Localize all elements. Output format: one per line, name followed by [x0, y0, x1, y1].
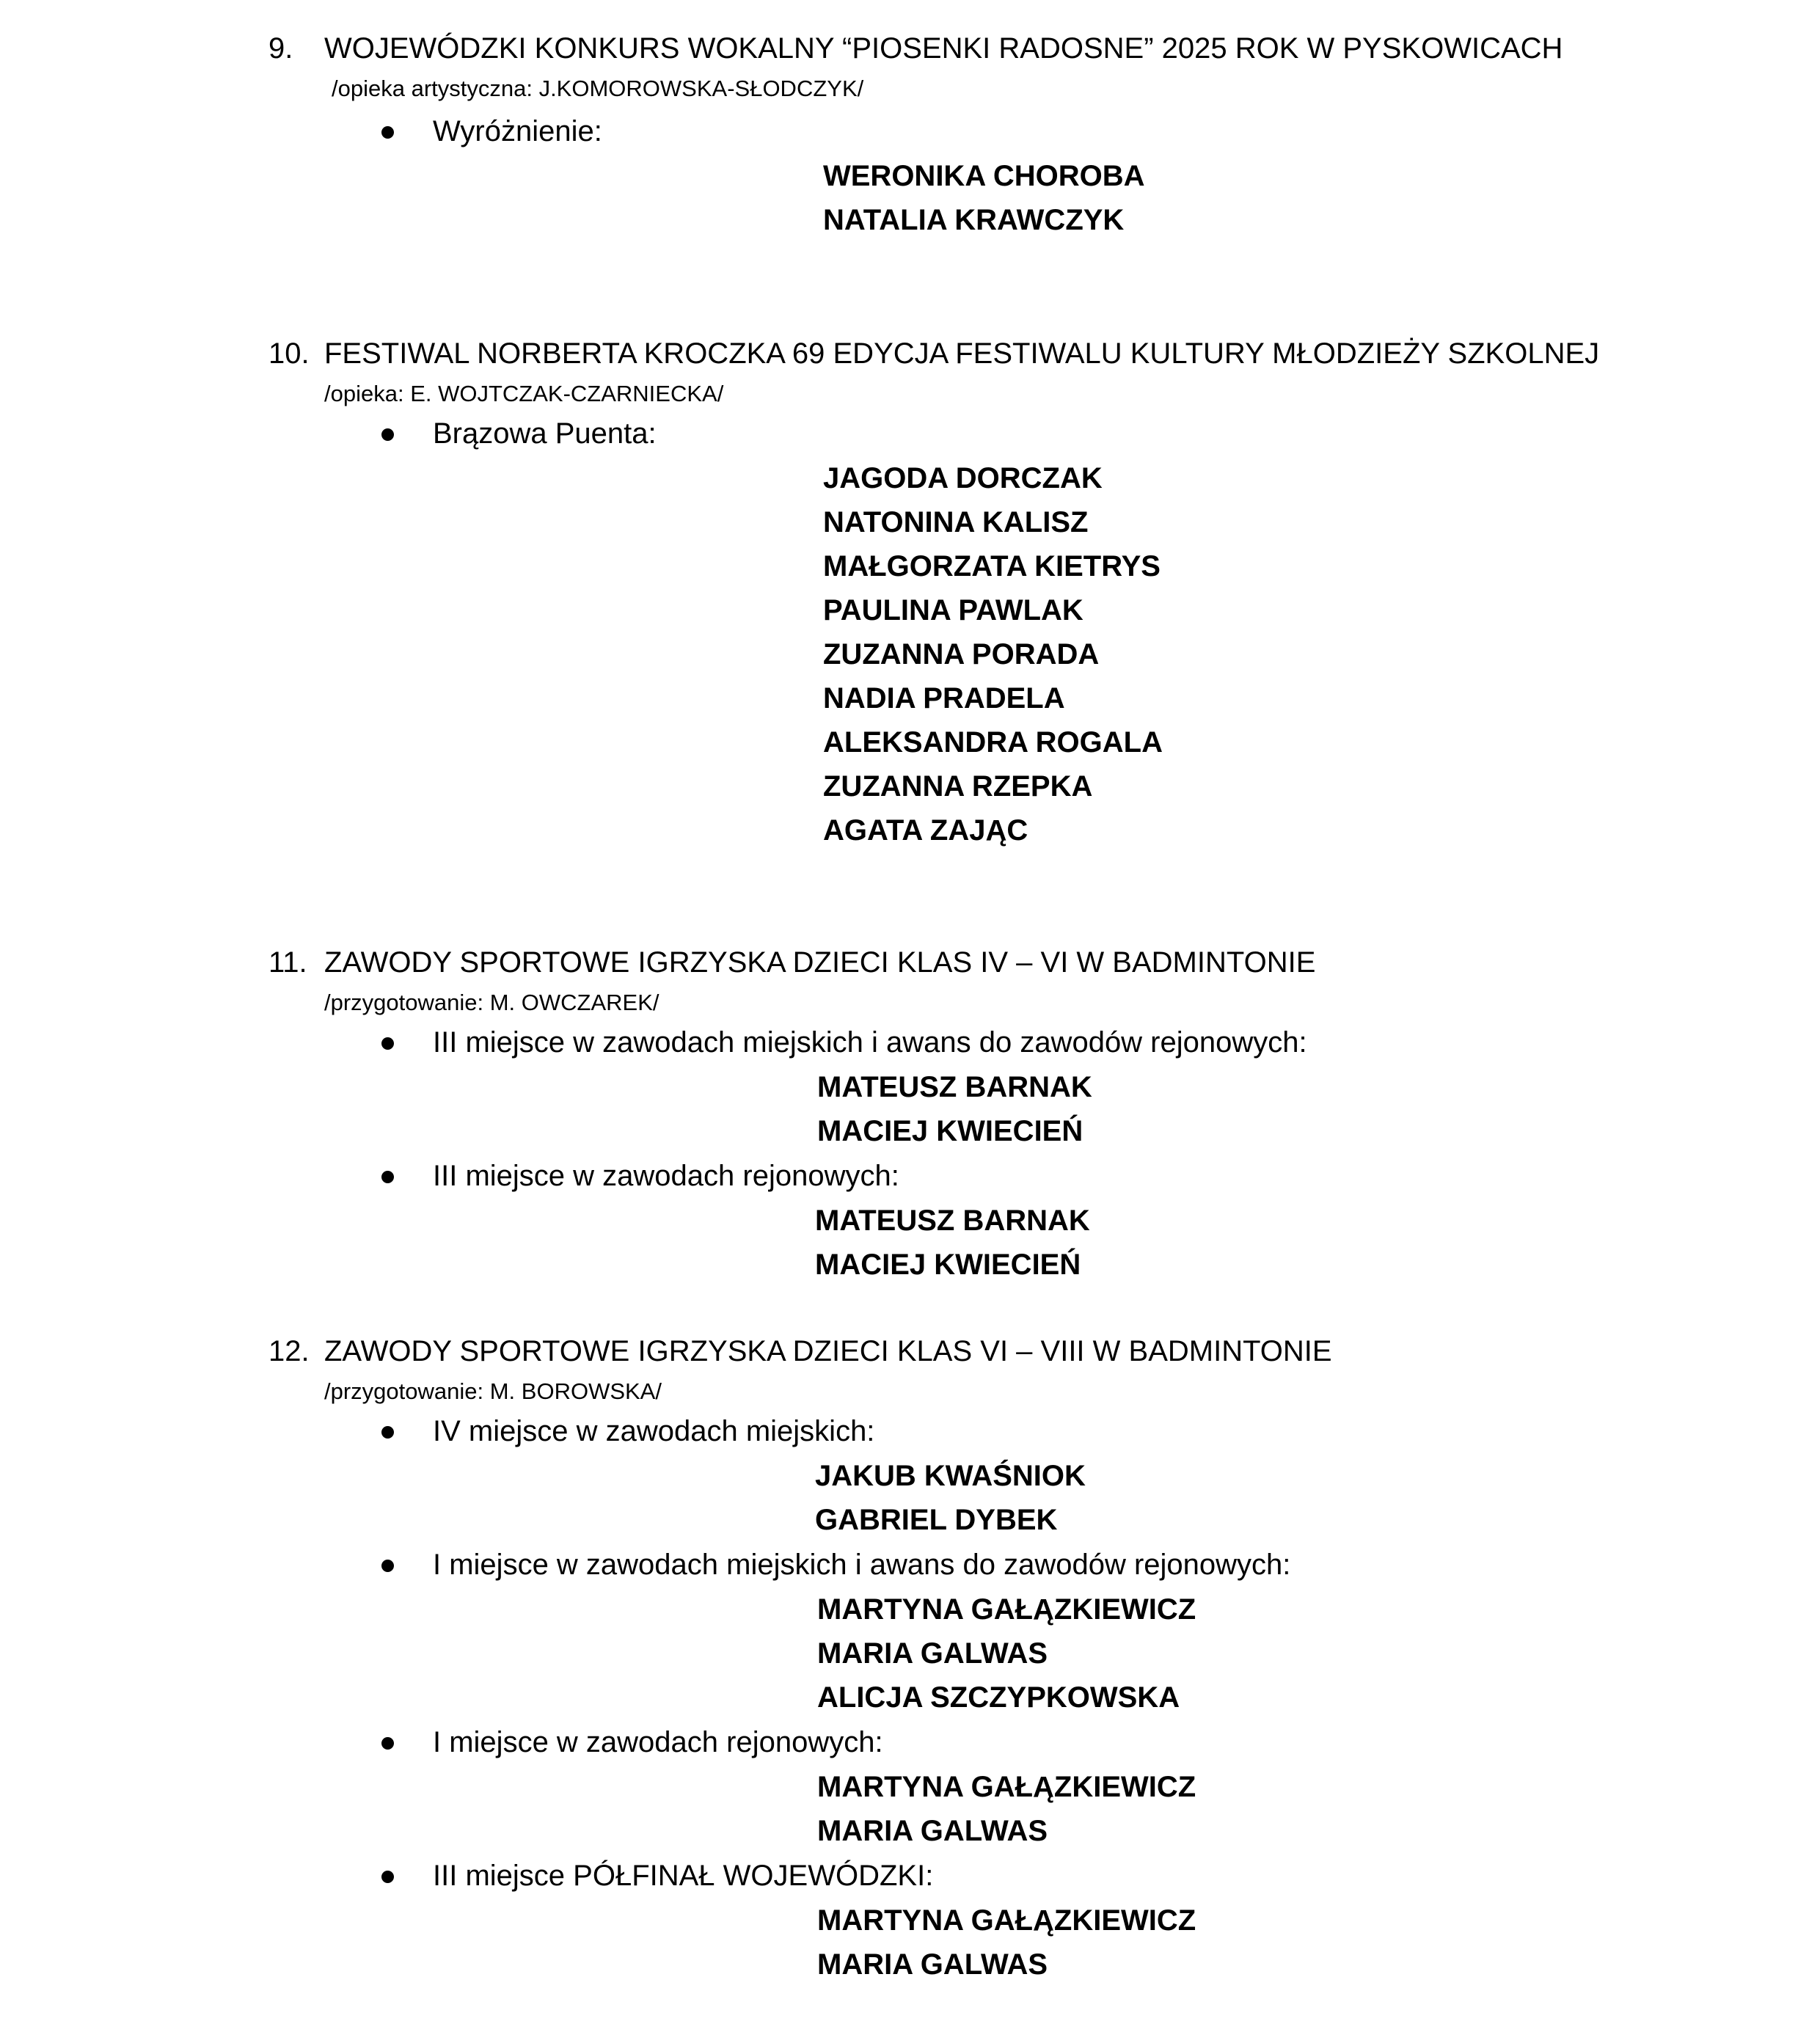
award-item [433, 1853, 1772, 1898]
bullet-icon [381, 1871, 394, 1883]
award-name: MAŁGORZATA KIETRYS [823, 550, 1161, 582]
section-title: ZAWODY SPORTOWE IGRZYSKA DZIECI KLAS IV – VI W BADMINTONIE [324, 946, 1316, 979]
award-name: ZUZANNA PORADA [823, 638, 1100, 670]
section-heading [268, 939, 1772, 986]
award-name: JAKUB KWAŚNIOK [815, 1460, 1086, 1492]
bullet-icon [381, 1037, 394, 1050]
section-title: FESTIWAL NORBERTA KROCZKA 69 EDYCJA FESTIWALU KULTURY MŁODZIEŻY SZKOLNEJ [324, 337, 1600, 370]
award-names [817, 1065, 1772, 1153]
award-label: I miejsce w zawodach rejonowych: [433, 1726, 883, 1758]
award-name: GABRIEL DYBEK [815, 1504, 1058, 1536]
award-name: MATEUSZ BARNAK [815, 1205, 1090, 1237]
award-item [433, 1408, 1772, 1454]
award-name: MARTYNA GAŁĄZKIEWICZ [817, 1904, 1196, 1937]
section-note: /opieka: E. WOJTCZAK-CZARNIECKA/ [324, 381, 724, 406]
award-name: ZUZANNA RZEPKA [823, 770, 1093, 803]
bullet-icon [381, 1560, 394, 1572]
bullet-icon [381, 1426, 394, 1439]
section-note: /opieka artystyczna: J.KOMOROWSKA-SŁODCZYK/ [332, 76, 864, 101]
award-item [433, 1153, 1772, 1199]
award-item [433, 109, 1772, 154]
award-name: MACIEJ KWIECIEŃ [815, 1249, 1081, 1281]
section-heading [268, 330, 1772, 377]
award-name: JAGODA DORCZAK [823, 462, 1103, 494]
bullet-icon [381, 1171, 394, 1183]
section-12 [268, 1328, 1772, 1987]
award-name: WERONIKA CHOROBA [823, 160, 1145, 192]
award-label: III miejsce PÓŁFINAŁ WOJEWÓDZKI: [433, 1860, 934, 1892]
section-11 [268, 939, 1772, 1287]
award-name: MARIA GALWAS [817, 1637, 1048, 1670]
award-item [433, 1542, 1772, 1587]
award-name: MARTYNA GAŁĄZKIEWICZ [817, 1771, 1196, 1803]
section-note: /przygotowanie: M. BOROWSKA/ [324, 1378, 662, 1404]
award-label: Wyróżnienie: [433, 115, 602, 147]
section-number: 9. [268, 32, 293, 65]
award-label: III miejsce w zawodach miejskich i awans do zawodów rejonowych: [433, 1026, 1307, 1059]
section-title: WOJEWÓDZKI KONKURS WOKALNY “PIOSENKI RADOSNE” 2025 ROK W PYSKOWICACH [324, 32, 1563, 65]
award-name: ALICJA SZCZYPKOWSKA [817, 1681, 1180, 1714]
award-label: III miejsce w zawodach rejonowych: [433, 1160, 899, 1192]
award-name: PAULINA PAWLAK [823, 594, 1083, 626]
award-name: NATONINA KALISZ [823, 506, 1089, 538]
section-heading [268, 25, 1772, 72]
award-names [815, 1454, 1772, 1542]
award-names [815, 1199, 1772, 1287]
award-names [817, 1898, 1772, 1987]
award-label: I miejsce w zawodach miejskich i awans do zawodów rejonowych: [433, 1549, 1291, 1581]
award-name: MATEUSZ BARNAK [817, 1071, 1092, 1103]
award-name: NADIA PRADELA [823, 682, 1065, 715]
section-heading [268, 1328, 1772, 1375]
award-names [823, 154, 1772, 242]
award-label: IV miejsce w zawodach miejskich: [433, 1415, 875, 1447]
bullet-icon [381, 428, 394, 441]
section-10 [268, 330, 1772, 852]
section-number: 12. [268, 1335, 310, 1367]
award-names [817, 1765, 1772, 1853]
award-name: MARIA GALWAS [817, 1948, 1048, 1981]
award-names [817, 1587, 1772, 1719]
bullet-icon [381, 126, 394, 139]
section-title: ZAWODY SPORTOWE IGRZYSKA DZIECI KLAS VI – VIII W BADMINTONIE [324, 1335, 1332, 1367]
award-name: MARIA GALWAS [817, 1815, 1048, 1847]
award-item [433, 1020, 1772, 1065]
bullet-icon [381, 1737, 394, 1750]
section-number: 11. [268, 946, 307, 979]
award-item [433, 1719, 1772, 1765]
award-names [823, 456, 1772, 852]
award-name: ALEKSANDRA ROGALA [823, 726, 1163, 759]
section-note: /przygotowanie: M. OWCZAREK/ [324, 990, 659, 1015]
section-9 [268, 25, 1772, 242]
award-name: MACIEJ KWIECIEŃ [817, 1115, 1083, 1147]
award-name: AGATA ZAJĄC [823, 814, 1028, 847]
award-name: MARTYNA GAŁĄZKIEWICZ [817, 1593, 1196, 1626]
award-name: NATALIA KRAWCZYK [823, 204, 1125, 236]
section-number: 10. [268, 337, 310, 370]
award-label: Brązowa Puenta: [433, 417, 657, 450]
award-item [433, 411, 1772, 456]
